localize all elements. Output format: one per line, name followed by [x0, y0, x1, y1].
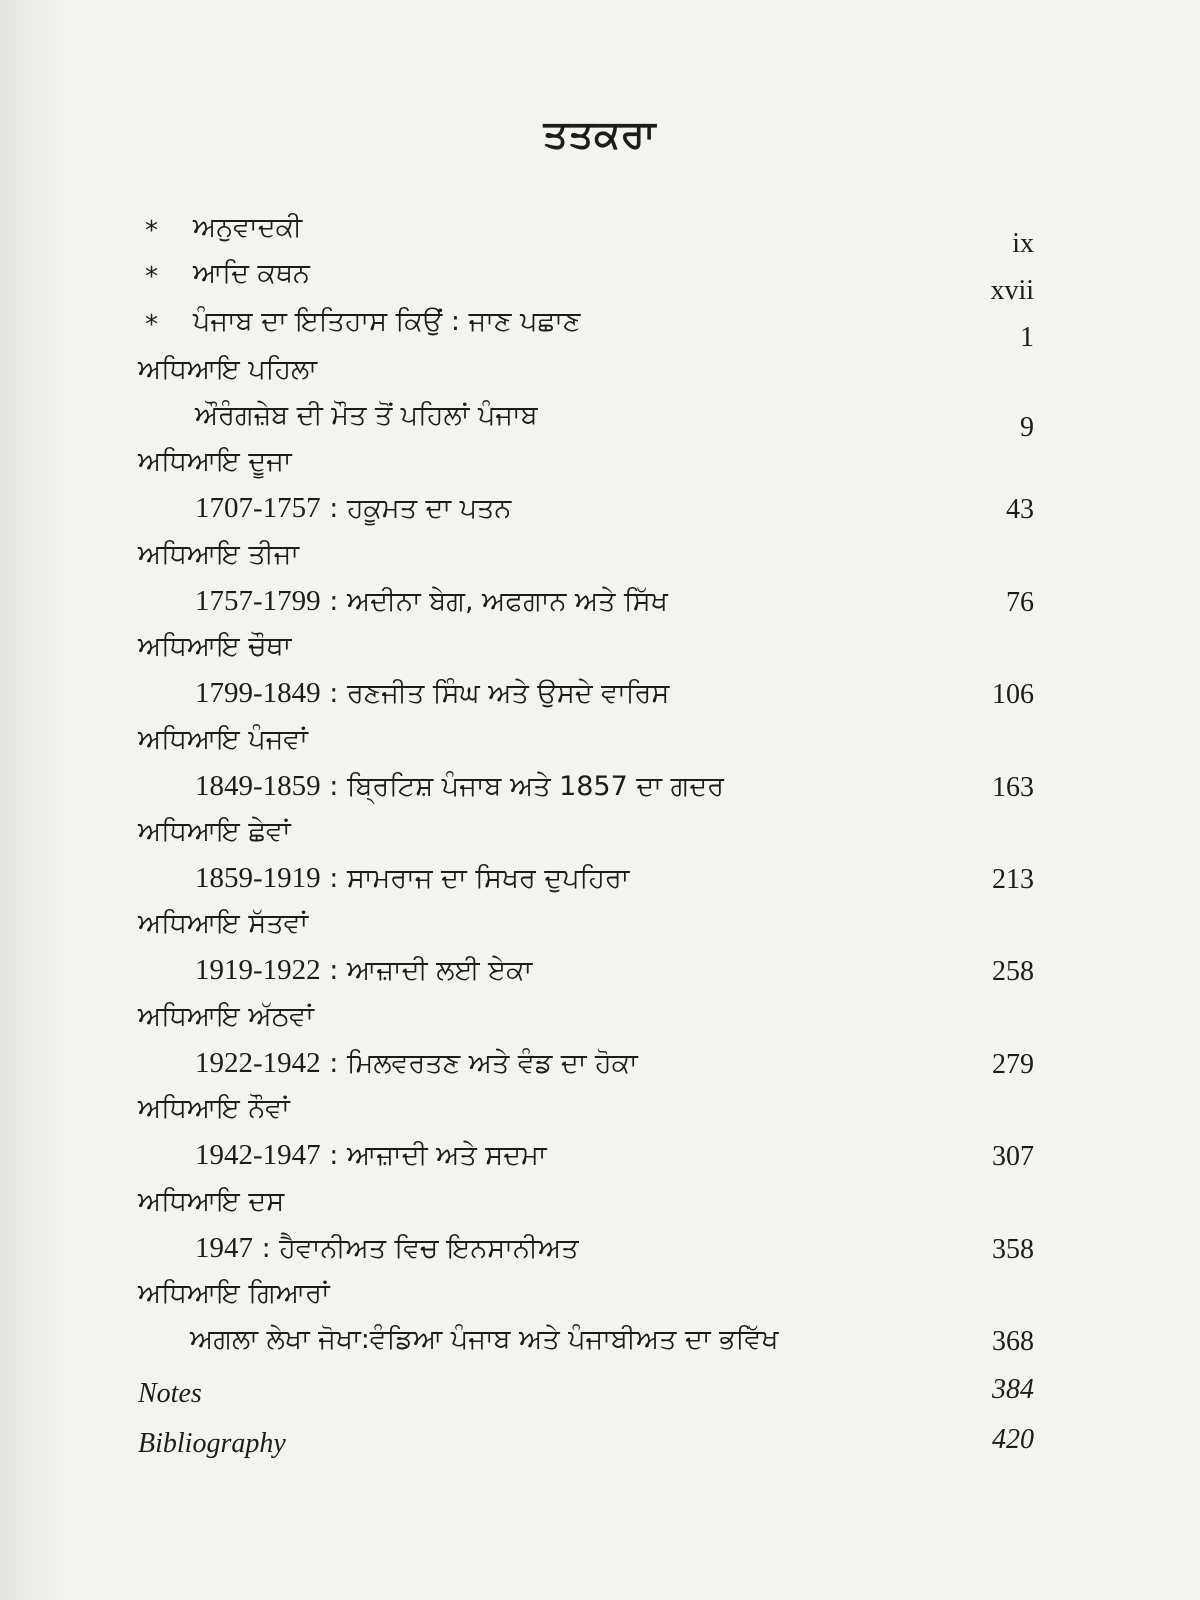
- chapter-title: ਰਣਜੀਤ ਸਿੰਘ ਅਤੇ ਉਸਦੇ ਵਾਰਿਸ: [346, 678, 670, 710]
- chapter-year-range: 1757-1799: [195, 584, 321, 617]
- chapter-page: 368: [992, 1326, 1034, 1357]
- chapter-title-line: [195, 1232, 578, 1265]
- bullet-star-icon: *: [145, 310, 158, 340]
- chapter-page: 307: [992, 1141, 1034, 1173]
- chapter-title-line: [195, 1139, 547, 1172]
- chapter-separator: :: [320, 955, 347, 987]
- chapter-heading: ਅਧਿਆਇ ਚੌਥਾ: [138, 631, 292, 663]
- chapter-year-range: 1942-1947: [195, 1139, 321, 1172]
- back-matter-page: 384: [992, 1374, 1034, 1405]
- chapter-title-line: [195, 677, 669, 710]
- chapter-page: 279: [992, 1048, 1034, 1080]
- chapter-title-line: [195, 770, 724, 803]
- chapter-title: ਅਦੀਨਾ ਬੇਗ, ਅਫਗਾਨ ਅਤੇ ਸਿੱਖ: [346, 585, 668, 617]
- chapter-title: ਹੈਵਾਨੀਅਤ ਵਿਚ ਇਨਸਾਨੀਅਤ: [279, 1232, 579, 1264]
- chapter-title: ਅਗਲਾ ਲੇਖਾ ਜੋਖਾ:ਵੰਡਿਆ ਪੰਜਾਬ ਅਤੇ ਪੰਜਾਬੀਅਤ ਦਾ ਭਵਿੱਖ: [190, 1324, 779, 1355]
- chapter-heading: ਅਧਿਆਇ ਅੱਠਵਾਂ: [138, 1000, 314, 1032]
- chapter-year-range: 1707-1757: [195, 492, 321, 525]
- chapter-title-line: [195, 585, 668, 618]
- chapter-page: 258: [992, 956, 1034, 988]
- chapter-separator: :: [320, 770, 347, 802]
- chapter-page: 43: [1006, 494, 1034, 526]
- chapter-title: ਬ੍ਰਿਟਿਸ਼ ਪੰਜਾਬ ਅਤੇ 1857 ਦਾ ਗਦਰ: [346, 770, 724, 802]
- chapter-heading: ਅਧਿਆਇ ਦਸ: [138, 1185, 285, 1217]
- chapter-heading: ਅਧਿਆਇ ਛੇਵਾਂ: [138, 816, 291, 847]
- prelim-entry-page: ix: [1012, 228, 1034, 259]
- chapter-year-range: 1947: [195, 1231, 253, 1264]
- chapter-title: ਹਕੂਮਤ ਦਾ ਪਤਨ: [346, 493, 512, 525]
- chapter-page: 213: [992, 864, 1034, 895]
- chapter-separator: :: [320, 678, 347, 710]
- bullet-star-icon: *: [145, 262, 158, 292]
- chapter-title: ਸਾਮਰਾਜ ਦਾ ਸਿਖਰ ਦੁਪਹਿਰਾ: [346, 863, 630, 894]
- chapter-heading: ਅਧਿਆਇ ਗਿਆਰਾਂ: [138, 1278, 330, 1309]
- chapter-heading: ਅਧਿਆਇ ਸੱਤਵਾਂ: [138, 908, 309, 940]
- chapter-year-range: 1799-1849: [195, 677, 321, 710]
- chapter-page: 358: [992, 1233, 1034, 1265]
- chapter-page: 106: [992, 679, 1034, 711]
- prelim-entry-label: ਆਦਿ ਕਥਨ: [193, 258, 310, 289]
- chapter-separator: :: [320, 863, 347, 894]
- prelim-entry-label: ਪੰਜਾਬ ਦਾ ਇਤਿਹਾਸ ਕਿਉਂ : ਜਾਣ ਪਛਾਣ: [193, 306, 581, 337]
- chapter-title: ਮਿਲਵਰਤਣ ਅਤੇ ਵੰਡ ਦਾ ਹੋਕਾ: [346, 1047, 638, 1079]
- chapter-year-range: 1919-1922: [195, 954, 321, 987]
- chapter-heading: ਅਧਿਆਇ ਨੌਵਾਂ: [138, 1093, 290, 1125]
- chapter-title-line: [195, 1047, 638, 1080]
- prelim-entry-page: xvii: [990, 275, 1034, 306]
- prelim-entry-label: ਅਨੁਵਾਦਕੀ: [193, 212, 303, 243]
- chapter-separator: :: [320, 1047, 347, 1079]
- chapter-title: ਆਜ਼ਾਦੀ ਲਈ ਏਕਾ: [346, 955, 533, 987]
- chapter-separator: :: [253, 1232, 280, 1264]
- chapter-year-range: 1849-1859: [195, 769, 321, 802]
- back-matter-page: 420: [992, 1424, 1034, 1455]
- chapter-separator: :: [320, 493, 347, 525]
- back-matter-label: Notes: [138, 1378, 202, 1409]
- chapter-heading: ਅਧਿਆਇ ਦੂਜਾ: [138, 446, 292, 478]
- prelim-entry-page: 1: [1020, 322, 1034, 353]
- page-title: ਤਤਕਰਾ: [543, 112, 657, 156]
- chapter-year-range: 1922-1942: [195, 1046, 321, 1079]
- chapter-heading: ਅਧਿਆਇ ਤੀਜਾ: [138, 538, 300, 570]
- chapter-heading: ਅਧਿਆਇ ਪੰਜਵਾਂ: [138, 723, 308, 755]
- chapter-title-line: [195, 954, 532, 987]
- chapter-title: ਔਰੰਗਜ਼ੇਬ ਦੀ ਮੌਤ ਤੋਂ ਪਹਿਲਾਂ ਪੰਜਾਬ: [195, 400, 538, 431]
- chapter-title-line: [195, 862, 629, 895]
- chapter-separator: :: [320, 585, 347, 617]
- chapter-separator: :: [320, 1140, 347, 1172]
- back-matter-label: Bibliography: [138, 1428, 286, 1459]
- chapter-title-line: [195, 492, 511, 525]
- chapter-page: 76: [1006, 586, 1034, 618]
- chapter-page: 9: [1020, 412, 1034, 443]
- chapter-title-line: [195, 400, 538, 432]
- chapter-heading: ਅਧਿਆਇ ਪਹਿਲਾ: [138, 354, 318, 385]
- chapter-title-line: [190, 1324, 778, 1356]
- chapter-page: 163: [992, 771, 1034, 803]
- chapter-title: ਆਜ਼ਾਦੀ ਅਤੇ ਸਦਮਾ: [346, 1140, 547, 1172]
- bullet-star-icon: *: [145, 216, 158, 246]
- chapter-year-range: 1859-1919: [195, 862, 321, 894]
